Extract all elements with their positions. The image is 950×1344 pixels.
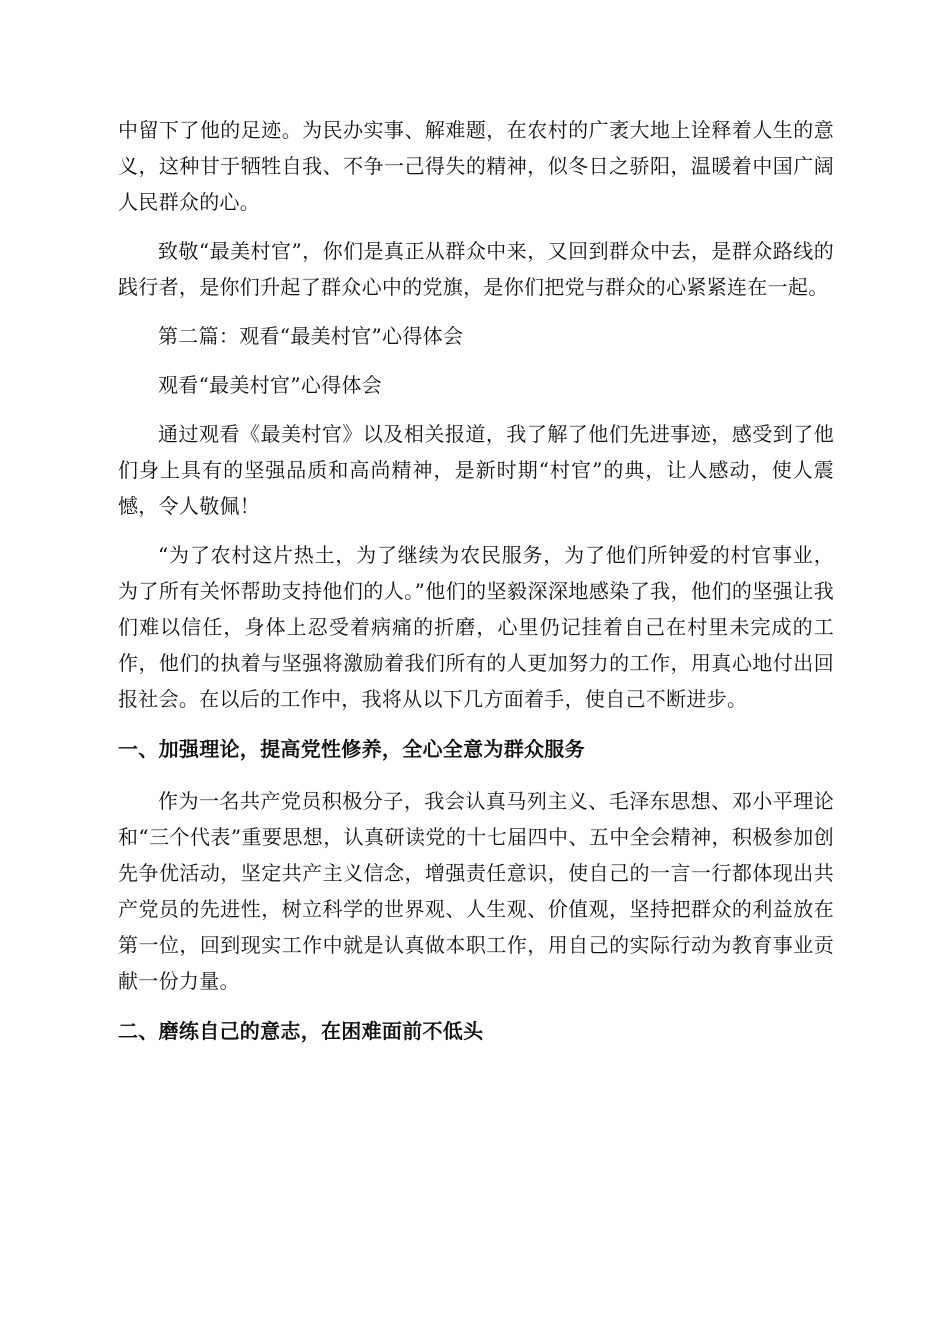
section-title-part-two: 第二篇：观看“最美村官”心得体会: [158, 324, 464, 348]
paragraph-quote: “为了农村这片热土，为了继续为农民服务，为了他们所钟爱的村官事业，为了所有关怀帮助支持他们的人。”他们的坚毅深深地感染了我，他们的坚强让我们难以信任，身体上忍受着病痛的折磨，心里仍记挂着自己在村里未完成的工作，他们的执着与坚强将激励着我们所有的人更加努力的工作，用真心地付出回报社会。在以后的工作中，我将从以下几方面着手，使自己不断进步。: [118, 543, 834, 711]
document-page: [118, 112, 834, 1065]
paragraph-continuation: 中留下了他的足迹。为民办实事、解难题，在农村的广袤大地上诠释着人生的意义，这种甘于牺牲自我、不争一己得失的精神，似冬日之骄阳，温暖着中国广阔人民群众的心。: [118, 118, 834, 214]
paragraph-intro: 通过观看《最美村官》以及相关报道，我了解了他们先进事迹，感受到了他们身上具有的坚强品质和高尚精神，是新时期“村官”的典，让人感动，使人震憾，令人敬佩！: [118, 422, 834, 518]
paragraph-theory: 作为一名共产党员积极分子，我会认真马列主义、毛泽东思想、邓小平理论和“三个代表”重要思想，认真研读党的十七届四中、五中全会精神，积极参加创先争优活动，坚定共产主义信念，增强责任意识，使自己的一言一行都体现出共产党员的先进性，树立科学的世界观、人生观、价值观，坚持把群众的利益放在第一位，回到现实工作中就是认真做本职工作，用自己的实际行动为教育事业贡献一份力量。: [118, 789, 834, 993]
paragraph-tribute: 致敬“最美村官”，你们是真正从群众中来，又回到群众中去，是群众路线的践行者，是你们升起了群众心中的党旗，是你们把党与群众的心紧紧连在一起。: [118, 239, 834, 299]
heading-one: 一、加强理论，提高党性修养，全心全意为群众服务: [118, 737, 585, 761]
article-title: 观看“最美村官”心得体会: [158, 373, 383, 397]
heading-two: 二、磨练自己的意志，在困难面前不低头: [118, 1019, 484, 1043]
